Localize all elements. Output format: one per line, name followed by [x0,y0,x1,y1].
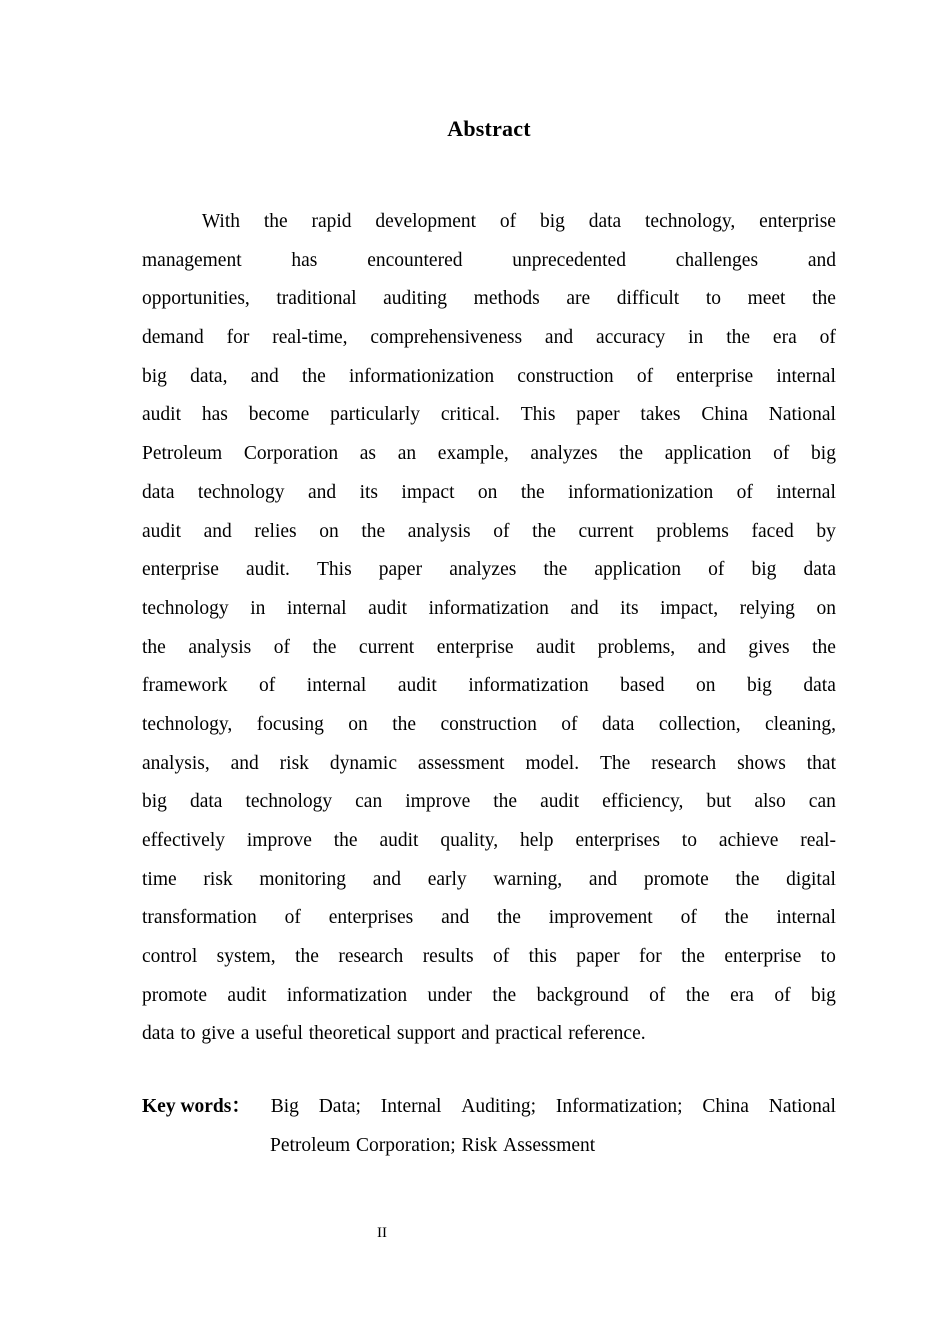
word: and [250,365,279,387]
word: risk [203,868,233,890]
keyword-word: Corporation; [356,1134,456,1156]
word: analysis [407,520,471,542]
word: in [250,597,266,619]
word: unprecedented [512,249,626,271]
word: and [544,327,574,349]
word: useful [255,1023,303,1045]
word: cleaning, [765,713,836,735]
word: system, [216,946,276,968]
word: can [808,791,836,813]
word: particularly [330,404,421,426]
word: as [359,443,377,465]
abstract-line [142,242,836,281]
word: current [578,520,634,542]
word: results [422,946,474,968]
word: collection, [658,713,741,735]
keyword-word: Risk [461,1134,498,1156]
word: enterprise [759,211,836,232]
abstract-line [142,590,836,629]
word: big [746,675,772,697]
word: the [301,365,326,387]
abstract-line [142,899,836,938]
word: the [263,211,288,232]
keywords-line-1 [142,1088,836,1127]
word: assessment [417,752,505,774]
word: the [312,636,337,658]
word: of [736,481,753,503]
word: dynamic [329,752,397,774]
word: an [397,443,417,465]
word: efficiency, [602,791,684,813]
word: example, [437,443,509,465]
word: a [240,1023,250,1045]
word: audit [142,520,181,542]
word: help [519,830,554,851]
word: comprehensiveness [370,327,523,349]
word: difficult [616,288,680,310]
word: internal [776,481,836,503]
word: early [427,868,467,890]
word: audit [368,597,408,619]
word: big [142,365,167,387]
word: audit [397,675,437,697]
word: encountered [367,249,463,271]
word: This [520,404,556,426]
word: big [751,559,777,581]
word: meet [747,288,786,310]
word: auditing [383,288,448,310]
word: the [619,443,644,465]
word: the [520,481,545,503]
word: to [705,288,721,310]
word: data, [190,365,228,387]
word: audit [142,404,181,426]
word: on [348,713,368,735]
word: accuracy [595,327,666,349]
word: of [273,636,290,658]
word: quality, [440,830,499,851]
word: demand [142,327,204,349]
word: analysis, [142,752,210,774]
word: Corporation [243,443,339,465]
word: technology [197,481,285,503]
word: improve [246,830,312,851]
word: China [701,404,748,426]
word: data [803,675,836,697]
word: management [142,249,242,271]
word: can [355,791,383,813]
word: monitoring [259,868,347,890]
word: of [819,327,836,349]
keywords-line-2 [142,1127,836,1166]
abstract-line [142,203,836,242]
word: audit [536,636,576,658]
word: impact, [660,597,719,619]
word: on [319,520,339,542]
word: real- [800,830,836,851]
word: the [685,984,710,1006]
keyword-word: China [702,1096,749,1117]
page-number: II [377,1225,387,1241]
word: transformation [142,907,257,929]
word: informatization [286,984,408,1006]
keyword-word: Data; [318,1096,361,1117]
word: data [601,713,635,735]
word: paper [576,946,620,968]
word: under [427,984,472,1006]
abstract-line [142,861,836,900]
word: paper [378,559,423,581]
word: construction [517,365,614,387]
word: of [561,713,578,735]
word: enterprise [724,946,802,968]
word: technology [142,597,229,619]
word: internal [776,365,836,387]
word: the [812,636,836,658]
word: effectively [142,830,226,851]
word: of [259,675,276,697]
keyword-word: Informatization; [555,1096,683,1117]
word: application [664,443,752,465]
word: the [735,868,760,890]
word: but [706,791,732,813]
word: and [307,481,337,503]
word: informatization [428,597,549,619]
word: digital [786,868,836,890]
word: and [203,520,232,542]
word: of [493,946,510,968]
keyword-word: Auditing; [461,1096,537,1117]
paragraph-indent [142,203,178,242]
word: theoretical [308,1023,392,1045]
abstract-line [142,551,836,590]
word: opportunities, [142,288,250,310]
word: methods [473,288,540,310]
word: risk [279,752,309,774]
word: data [142,1023,175,1045]
word: informationization [568,481,714,503]
word: analyzes [530,443,598,465]
abstract-line [142,706,836,745]
word: and [230,752,259,774]
keyword-word: National [768,1096,836,1117]
word: and [570,597,599,619]
word: on [816,597,836,619]
word: enterprises [328,907,414,929]
word: the [492,984,517,1006]
word: are [566,288,591,310]
word: big [811,443,836,465]
word: the [543,559,568,581]
word: of [649,984,666,1006]
word: of [773,443,790,465]
word: development [375,211,477,232]
word: technology, [142,713,233,735]
word: of [499,211,517,232]
word: big [539,211,565,232]
word: era [730,984,754,1006]
word: enterprises [575,830,660,851]
word: technology [245,791,333,813]
word: the [392,713,417,735]
abstract-line [142,1015,836,1054]
abstract-line [142,319,836,358]
word: to [180,1023,196,1045]
abstract-line [142,822,836,861]
word: Petroleum [142,443,223,465]
word: by [816,520,836,542]
word: of [493,520,510,542]
abstract-line [142,396,836,435]
word: and [807,249,836,271]
word: for [226,327,250,349]
word: traditional [276,288,357,310]
word: time [142,868,177,890]
word: challenges [675,249,759,271]
word: audit [227,984,267,1006]
word: technology, [645,211,736,232]
word: data [588,211,622,232]
word: in [688,327,704,349]
abstract-line [142,358,836,397]
word: research [651,752,717,774]
word: analysis [188,636,252,658]
word: current [358,636,415,658]
keyword-word: Assessment [503,1134,596,1156]
abstract-line [142,474,836,513]
word: framework [142,675,228,697]
word: control [142,946,198,968]
word: construction [440,713,537,735]
abstract-line [142,280,836,319]
word: the [812,288,836,310]
word: analyzes [449,559,517,581]
word: rapid [311,211,352,232]
word: has [291,249,318,271]
word: reference. [568,1023,646,1045]
word: model. [525,752,580,774]
abstract-line [142,513,836,552]
word: impact [401,481,455,503]
word: promote [643,868,709,890]
abstract-line [142,783,836,822]
word: achieve [718,830,779,851]
word: enterprise [142,559,219,581]
word: of [284,907,301,929]
word: on [695,675,716,697]
word: give [201,1023,235,1045]
word: data [803,559,836,581]
word: problems [656,520,729,542]
word: informatization [468,675,589,697]
word: become [248,404,310,426]
word: the [726,327,751,349]
word: This [316,559,352,581]
word: audit. [246,559,290,581]
word: this [528,946,557,968]
abstract-line [142,435,836,474]
word: for [638,946,662,968]
page-title: Abstract [447,116,531,141]
word: the [295,946,319,968]
abstract-line [142,745,836,784]
word: that [806,752,836,774]
word: relying [739,597,795,619]
abstract-paragraph [142,203,836,1054]
word: based [620,675,665,697]
word: relies [254,520,297,542]
word: the [493,791,518,813]
word: informationization [348,365,495,387]
keyword-word: Big [270,1096,299,1117]
word: gives [748,636,790,658]
word: background [536,984,629,1006]
word: real-time, [272,327,348,349]
word: the [361,520,386,542]
abstract-line [142,938,836,977]
word: focusing [256,713,324,735]
word: audit [540,791,580,813]
word: shows [737,752,786,774]
word: improvement [548,907,653,929]
word: of [680,907,697,929]
word: its [359,481,378,503]
word: takes [640,404,681,426]
word: data [142,481,175,503]
word: faced [751,520,794,542]
word: enterprise [436,636,514,658]
word: its [620,597,639,619]
word: and [441,907,470,929]
keyword-word: Internal [380,1096,442,1117]
word: big [811,984,836,1006]
word: the [681,946,705,968]
word: of [774,984,791,1006]
word: internal [776,907,836,929]
word: the [497,907,521,929]
word: big [142,791,167,813]
word: support [396,1023,456,1045]
word: of [636,365,654,387]
word: practical [495,1023,563,1045]
word: With [201,211,241,232]
word: the [532,520,556,542]
word: improve [405,791,471,813]
word: of [708,559,725,581]
keywords-label: Key words： [142,1096,251,1117]
abstract-line [142,629,836,668]
keyword-word: Petroleum [270,1134,351,1156]
word: National [768,404,836,426]
word: on [477,481,498,503]
word: research [338,946,404,968]
abstract-line [142,977,836,1016]
word: application [594,559,682,581]
word: internal [286,597,347,619]
word: to [681,830,697,851]
word: has [201,404,228,426]
word: problems, [597,636,676,658]
word: paper [576,404,620,426]
word: the [333,830,358,851]
word: The [599,752,631,774]
word: the [142,636,166,658]
word: internal [306,675,367,697]
word: and [372,868,401,890]
word: and [461,1023,490,1045]
word: to [820,946,836,968]
word: and [588,868,618,890]
word: enterprise [676,365,754,387]
word: and [697,636,726,658]
word: warning, [493,868,563,890]
word: also [754,791,786,813]
keywords-block [142,1088,836,1165]
word: data [189,791,223,813]
word: audit [379,830,419,851]
word: critical. [440,404,500,426]
abstract-line [142,667,836,706]
word: the [724,907,749,929]
word: era [772,327,797,349]
word: promote [142,984,207,1006]
